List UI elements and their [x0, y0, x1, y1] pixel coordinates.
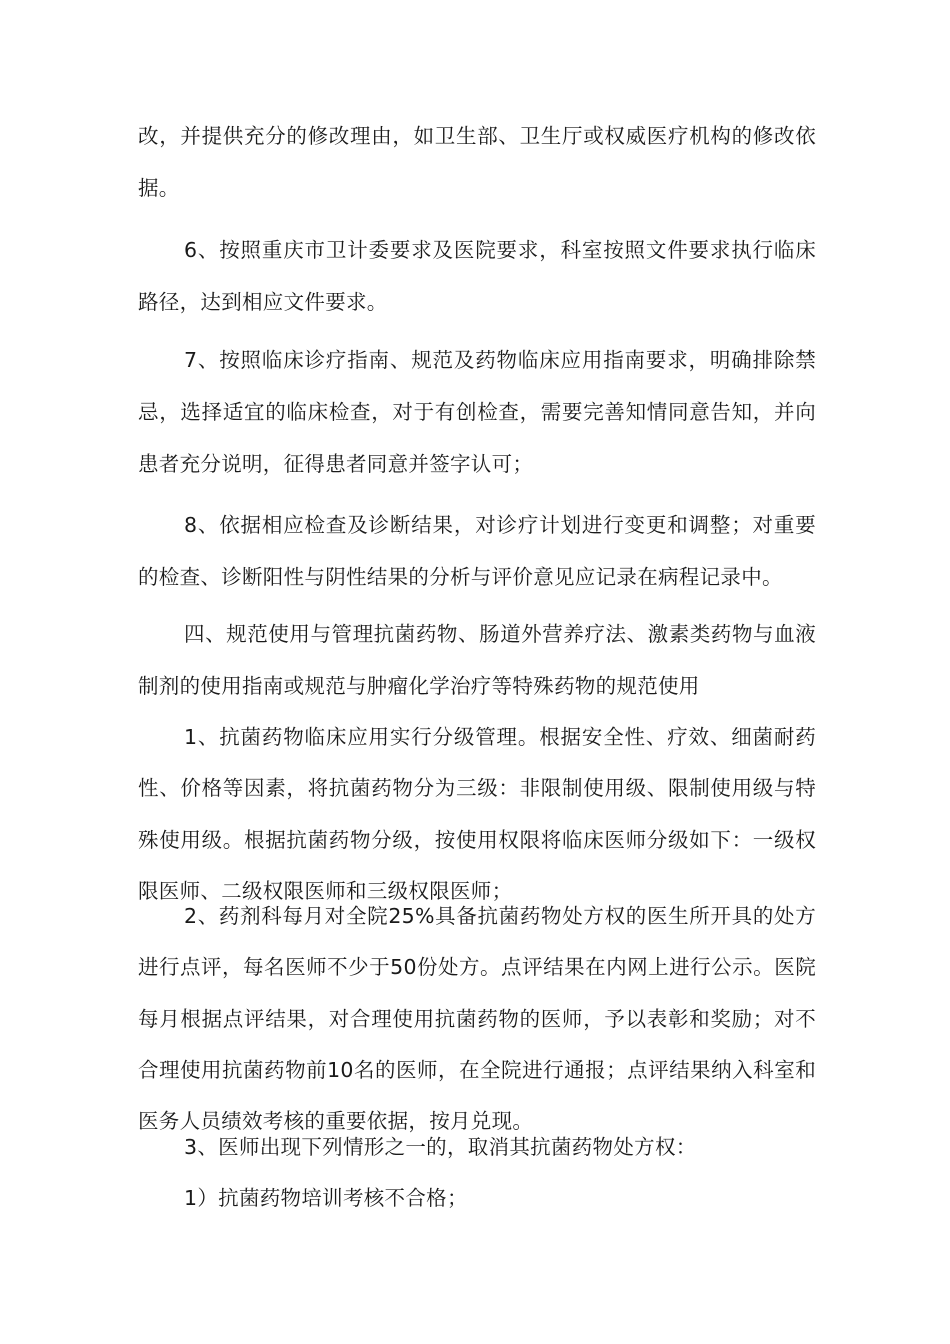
paragraph-antibiotic-grading: 1、抗菌药物临床应用实行分级管理。根据安全性、疗效、细菌耐药性、价格等因素，将抗菌药物分为三级：非限制使用级、限制使用级与特殊使用级。根据抗菌药物分级，按使用权限将临床医师分级如下：一级权限医师、二级权限医师和三级权限医师； [138, 725, 816, 903]
paragraph-modification-basis: 改，并提供充分的修改理由，如卫生部、卫生厅或权威医疗机构的修改依据。 [138, 124, 816, 200]
list-item-training-failure: 1）抗菌药物培训考核不合格； [184, 1186, 468, 1210]
paragraph-clinical-pathway: 6、按照重庆市卫计委要求及医院要求，科室按照文件要求执行临床路径，达到相应文件要求。 [138, 238, 816, 314]
section-heading-four: 四、规范使用与管理抗菌药物、肠道外营养疗法、激素类药物与血液制剂的使用指南或规范与肿瘤化学治疗等特殊药物的规范使用 [138, 622, 816, 698]
paragraph-clinical-guidelines: 7、按照临床诊疗指南、规范及药物临床应用指南要求，明确排除禁忌，选择适宜的临床检查，对于有创检查，需要完善知情同意告知，并向患者充分说明，征得患者同意并签字认可； [138, 348, 816, 476]
paragraph-revocation-conditions: 3、医师出现下列情形之一的，取消其抗菌药物处方权： [184, 1135, 697, 1159]
paragraph-diagnosis-results: 8、依据相应检查及诊断结果，对诊疗计划进行变更和调整；对重要的检查、诊断阳性与阴性结果的分析与评价意见应记录在病程记录中。 [138, 513, 816, 589]
paragraph-prescription-review: 2、药剂科每月对全院25%具备抗菌药物处方权的医生所开具的处方进行点评，每名医师不少于50份处方。点评结果在内网上进行公示。医院每月根据点评结果，对合理使用抗菌药物的医师，予以表彰和奖励；对不合理使用抗菌药物前10名的医师，在全院进行通报；点评结果纳入科室和医务人员绩效考核的重要依据，按月兑现。 [138, 904, 816, 1134]
